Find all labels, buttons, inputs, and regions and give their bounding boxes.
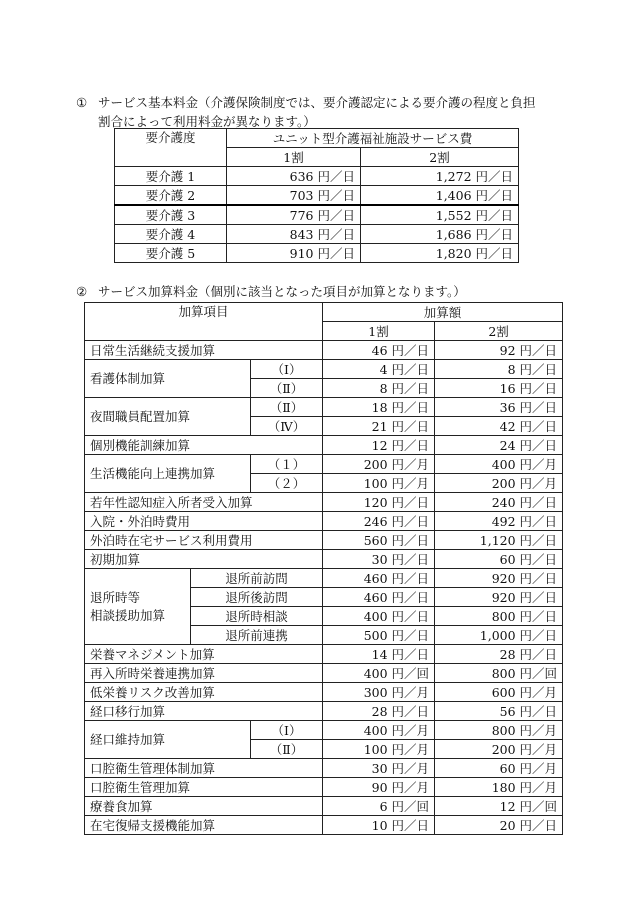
item-name-line1: 退所時等 <box>90 589 141 605</box>
amount-1wari: 460 円／日 <box>323 588 435 607</box>
amount-1wari: 6 円／回 <box>323 797 435 816</box>
item-name: 再入所時栄養連携加算 <box>85 664 323 683</box>
header-col2: 2割 <box>435 322 563 341</box>
header-item: 加算項目 <box>85 303 323 341</box>
item-sub: （Ⅱ） <box>251 398 323 417</box>
amount-2wari: 42 円／日 <box>435 417 563 436</box>
table-row <box>85 645 563 664</box>
table-row <box>85 436 563 455</box>
item-sub: （Ⅱ） <box>251 740 323 759</box>
table-row <box>115 225 519 244</box>
item-sub: 退所後訪問 <box>191 588 323 607</box>
item-name: 低栄養リスク改善加算 <box>85 683 323 702</box>
table-row <box>85 398 563 417</box>
amount-1wari: 46 円／日 <box>323 341 435 360</box>
amount-1wari: 246 円／日 <box>323 512 435 531</box>
item-sub: （Ⅰ） <box>251 360 323 379</box>
item-name: 経口移行加算 <box>85 702 323 721</box>
amount-2wari: 8 円／日 <box>435 360 563 379</box>
base-fee-table <box>114 128 519 263</box>
item-name: 在宅復帰支援機能加算 <box>85 816 323 835</box>
amount-2wari: 92 円／日 <box>435 341 563 360</box>
fee-2wari: 1,272 円／日 <box>361 167 519 186</box>
amount-2wari: 20 円／日 <box>435 816 563 835</box>
fee-1wari: 636 円／日 <box>227 167 361 186</box>
amount-1wari: 400 円／日 <box>323 607 435 626</box>
table-row <box>85 531 563 550</box>
item-sub: （Ⅳ） <box>251 417 323 436</box>
amount-1wari: 8 円／日 <box>323 379 435 398</box>
amount-2wari: 920 円／日 <box>435 588 563 607</box>
additional-fee-table <box>84 302 563 835</box>
care-level: 要介護 5 <box>115 244 227 263</box>
fee-1wari: 703 円／日 <box>227 186 361 206</box>
item-name: 夜間職員配置加算 <box>85 398 251 436</box>
fee-1wari: 910 円／日 <box>227 244 361 263</box>
item-sub: （Ⅱ） <box>251 379 323 398</box>
amount-1wari: 100 円／月 <box>323 740 435 759</box>
item-name-line2: 相談援助加算 <box>90 607 166 623</box>
item-name: 外泊時在宅サービス利用費用 <box>85 531 323 550</box>
amount-1wari: 300 円／月 <box>323 683 435 702</box>
amount-2wari: 920 円／日 <box>435 569 563 588</box>
section2-title: サービス加算料金（個別に該当となった項目が加算となります。） <box>98 284 466 299</box>
amount-2wari: 36 円／日 <box>435 398 563 417</box>
amount-1wari: 460 円／日 <box>323 569 435 588</box>
care-level: 要介護 2 <box>115 186 227 206</box>
table-row <box>85 455 563 474</box>
table-row <box>85 493 563 512</box>
table-row <box>85 816 563 835</box>
care-level: 要介護 1 <box>115 167 227 186</box>
header-col2: 2割 <box>361 148 519 167</box>
amount-1wari: 90 円／月 <box>323 778 435 797</box>
amount-1wari: 4 円／日 <box>323 360 435 379</box>
table-row <box>115 244 519 263</box>
item-name: 若年性認知症入所者受入加算 <box>85 493 323 512</box>
item-name: 入院・外泊時費用 <box>85 512 323 531</box>
amount-2wari: 28 円／日 <box>435 645 563 664</box>
table-row <box>85 683 563 702</box>
item-name: 栄養マネジメント加算 <box>85 645 323 664</box>
section2-number: ② <box>76 284 88 299</box>
table-row <box>85 512 563 531</box>
item-sub: 退所前訪問 <box>191 569 323 588</box>
header-service: ユニット型介護福祉施設サービス費 <box>227 129 519 148</box>
amount-2wari: 200 円／月 <box>435 740 563 759</box>
table-header-row <box>115 129 519 148</box>
table-row <box>85 702 563 721</box>
amount-1wari: 30 円／日 <box>323 550 435 569</box>
amount-1wari: 10 円／日 <box>323 816 435 835</box>
fee-1wari: 776 円／日 <box>227 205 361 225</box>
fee-2wari: 1,686 円／日 <box>361 225 519 244</box>
care-level: 要介護 3 <box>115 205 227 225</box>
amount-2wari: 800 円／日 <box>435 607 563 626</box>
amount-1wari: 21 円／日 <box>323 417 435 436</box>
amount-2wari: 1,120 円／日 <box>435 531 563 550</box>
item-sub: （２） <box>251 474 323 493</box>
amount-1wari: 100 円／月 <box>323 474 435 493</box>
amount-1wari: 28 円／日 <box>323 702 435 721</box>
table-row <box>115 186 519 206</box>
amount-1wari: 30 円／月 <box>323 759 435 778</box>
header-amount: 加算額 <box>323 303 563 322</box>
table-row <box>85 759 563 778</box>
amount-1wari: 500 円／日 <box>323 626 435 645</box>
amount-2wari: 492 円／日 <box>435 512 563 531</box>
header-care-level: 要介護度 <box>115 129 227 167</box>
item-name: 生活機能向上連携加算 <box>85 455 251 493</box>
amount-1wari: 18 円／日 <box>323 398 435 417</box>
section2-heading <box>76 282 466 301</box>
amount-2wari: 400 円／月 <box>435 455 563 474</box>
amount-1wari: 120 円／日 <box>323 493 435 512</box>
care-level: 要介護 4 <box>115 225 227 244</box>
item-name: 初期加算 <box>85 550 323 569</box>
amount-2wari: 56 円／日 <box>435 702 563 721</box>
amount-2wari: 800 円／月 <box>435 721 563 740</box>
amount-2wari: 60 円／日 <box>435 550 563 569</box>
table-header-row <box>85 303 563 322</box>
section1-heading <box>76 93 536 131</box>
item-name: 日常生活継続支援加算 <box>85 341 323 360</box>
item-sub: （１） <box>251 455 323 474</box>
amount-2wari: 24 円／日 <box>435 436 563 455</box>
table-row <box>85 797 563 816</box>
amount-1wari: 400 円／月 <box>323 721 435 740</box>
amount-2wari: 12 円／回 <box>435 797 563 816</box>
table-row <box>85 664 563 683</box>
item-name: 口腔衛生管理体制加算 <box>85 759 323 778</box>
amount-2wari: 240 円／日 <box>435 493 563 512</box>
item-name: 経口維持加算 <box>85 721 251 759</box>
fee-2wari: 1,406 円／日 <box>361 186 519 206</box>
header-col1: 1割 <box>323 322 435 341</box>
item-name: 療養食加算 <box>85 797 323 816</box>
fee-2wari: 1,820 円／日 <box>361 244 519 263</box>
item-name: 個別機能訓練加算 <box>85 436 323 455</box>
amount-1wari: 12 円／日 <box>323 436 435 455</box>
amount-2wari: 200 円／月 <box>435 474 563 493</box>
table-row <box>115 167 519 186</box>
amount-2wari: 16 円／日 <box>435 379 563 398</box>
item-name: 口腔衛生管理加算 <box>85 778 323 797</box>
amount-2wari: 60 円／月 <box>435 759 563 778</box>
amount-2wari: 600 円／月 <box>435 683 563 702</box>
amount-1wari: 200 円／月 <box>323 455 435 474</box>
table-row <box>85 569 563 588</box>
amount-2wari: 800 円／回 <box>435 664 563 683</box>
item-sub: 退所時相談 <box>191 607 323 626</box>
table-row <box>85 550 563 569</box>
amount-1wari: 14 円／日 <box>323 645 435 664</box>
table-row <box>85 360 563 379</box>
section1-title: サービス基本料金（介護保険制度では、要介護認定による要介護の程度と負担 <box>98 95 536 110</box>
fee-2wari: 1,552 円／日 <box>361 205 519 225</box>
table-row <box>85 341 563 360</box>
item-name-discharge <box>85 569 191 645</box>
table-row <box>85 721 563 740</box>
table-row <box>115 205 519 225</box>
header-col1: 1割 <box>227 148 361 167</box>
section1-number: ① <box>76 95 88 110</box>
section1-title-cont: 割合によって利用料金が異なります。） <box>98 114 316 129</box>
item-sub: （Ⅰ） <box>251 721 323 740</box>
amount-2wari: 1,000 円／日 <box>435 626 563 645</box>
table-row <box>85 778 563 797</box>
amount-1wari: 560 円／日 <box>323 531 435 550</box>
item-sub: 退所前連携 <box>191 626 323 645</box>
fee-1wari: 843 円／日 <box>227 225 361 244</box>
amount-1wari: 400 円／回 <box>323 664 435 683</box>
amount-2wari: 180 円／月 <box>435 778 563 797</box>
item-name: 看護体制加算 <box>85 360 251 398</box>
